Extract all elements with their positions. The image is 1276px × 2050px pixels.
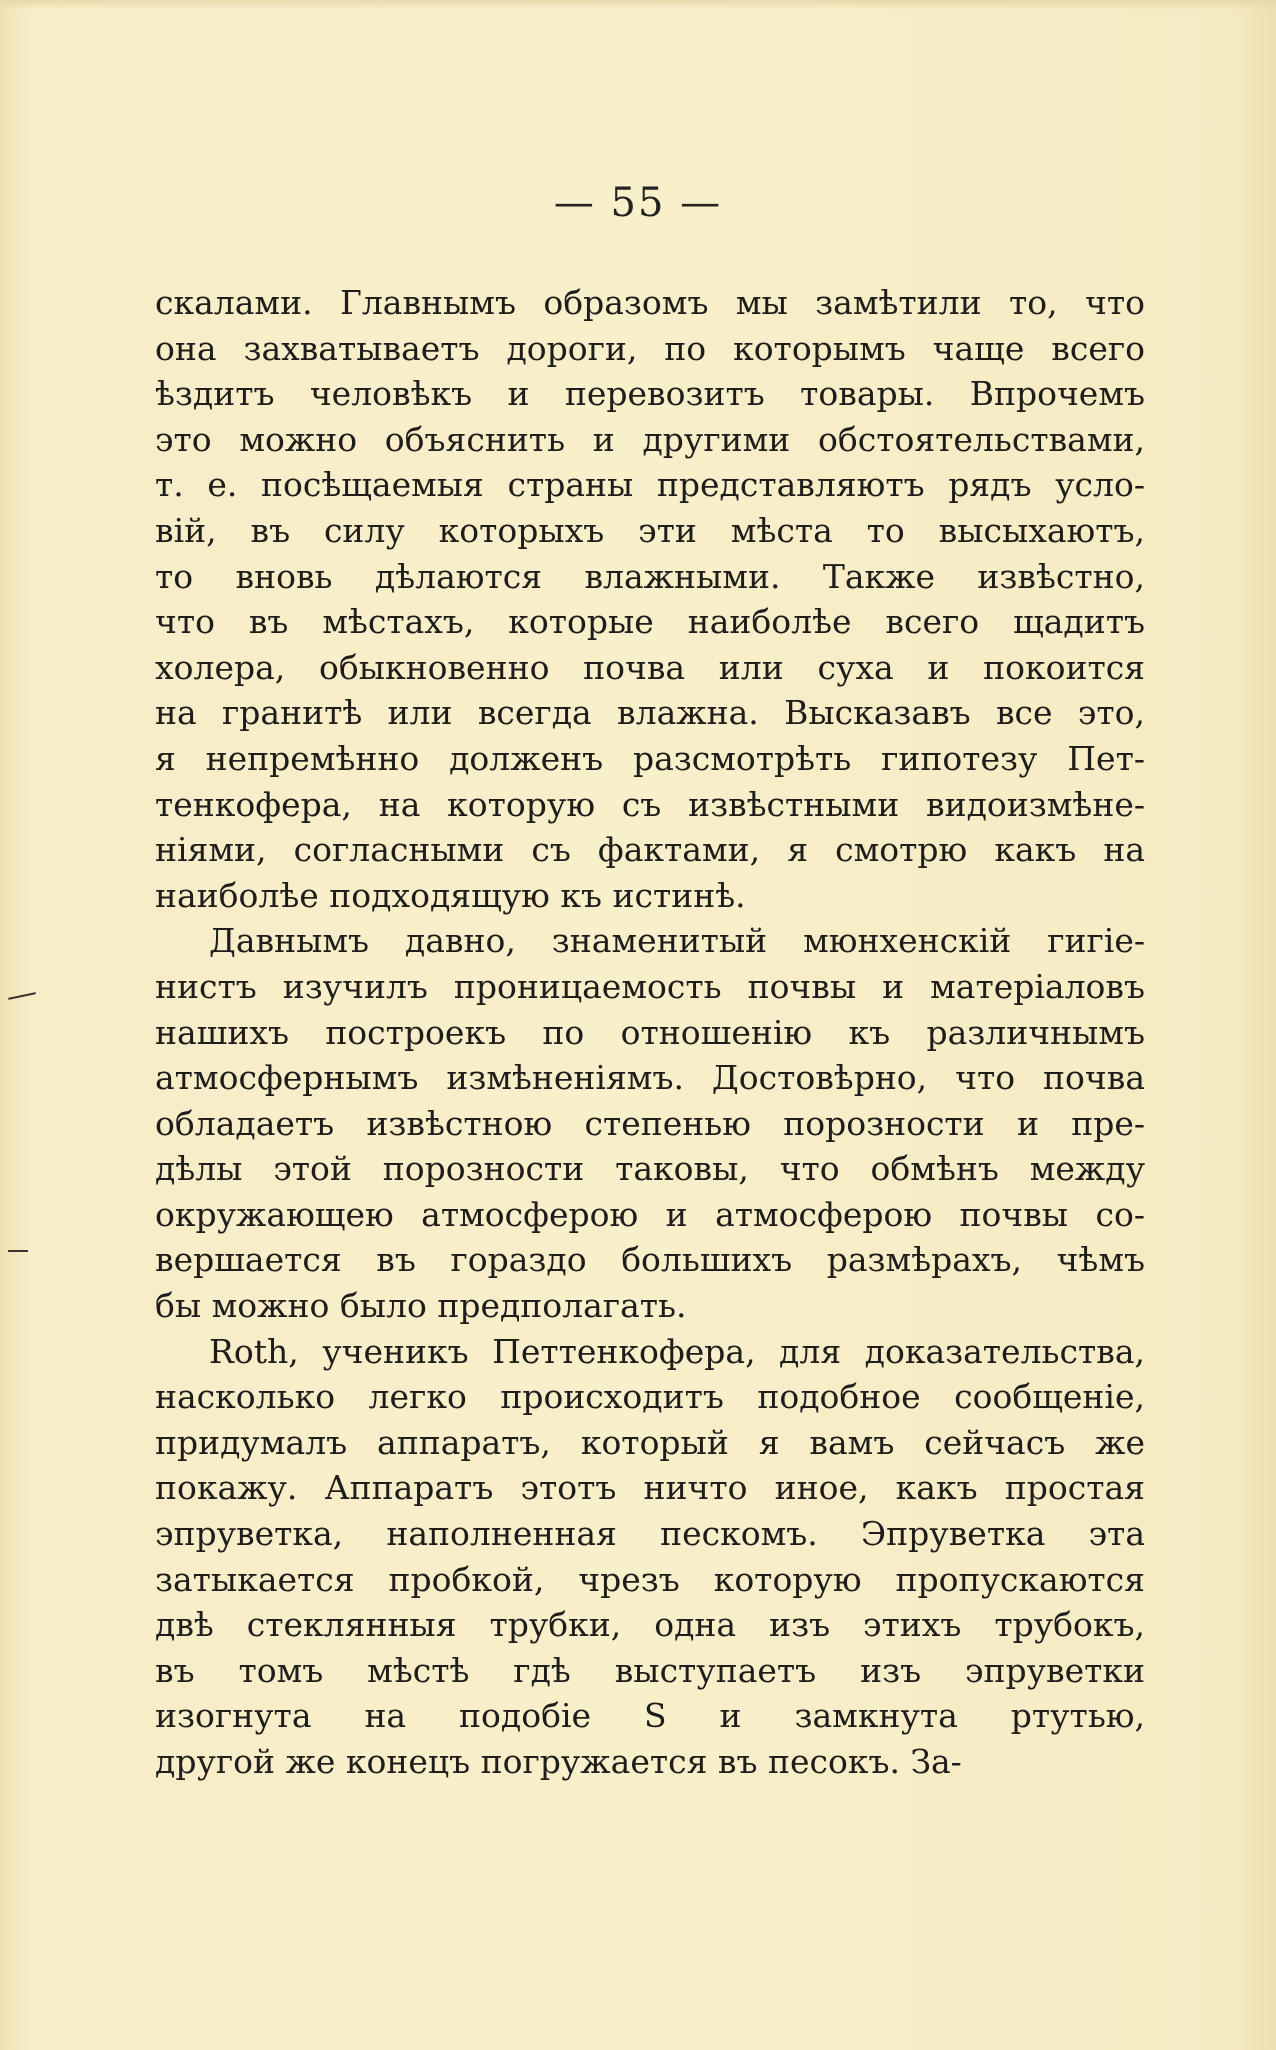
text-line: она захватываетъ дороги, по которымъ чаще всего bbox=[155, 328, 1145, 368]
paragraph bbox=[155, 280, 1145, 918]
text-line: изогнута на подобіе S и замкнута ртутью, bbox=[155, 1696, 1145, 1736]
text-line: затыкается пробкой, чрезъ которую пропускаются bbox=[155, 1559, 1145, 1599]
text-line: бы можно было предполагать. bbox=[155, 1286, 687, 1326]
text-line: т. е. посѣщаемыя страны представляютъ рядъ усло- bbox=[155, 465, 1145, 505]
text-line: вершается въ гораздо большихъ размѣрахъ, чѣмъ bbox=[155, 1240, 1145, 1280]
text-line: холера, обыкновенно почва или суха и покоится bbox=[155, 647, 1145, 687]
text-line: дѣлы этой порозности таковы, что обмѣнъ между bbox=[155, 1149, 1145, 1189]
text-line: нашихъ построекъ по отношенію къ различнымъ bbox=[155, 1012, 1145, 1052]
text-line: ніями, согласными съ фактами, я смотрю какъ на bbox=[155, 830, 1145, 870]
body-text bbox=[155, 280, 1145, 1785]
text-line: тенкофера, на которую съ извѣстными видоизмѣне- bbox=[155, 784, 1145, 824]
text-line: окружающею атмосферою и атмосферою почвы со- bbox=[155, 1194, 1145, 1234]
text-line: атмосфернымъ измѣненіямъ. Достовѣрно, что почва bbox=[155, 1058, 1145, 1098]
text-line: обладаетъ извѣстною степенью порозности и пре- bbox=[155, 1103, 1145, 1143]
text-line: другой же конецъ погружается въ песокъ. За- bbox=[155, 1742, 962, 1781]
text-line: скалами. Главнымъ образомъ мы замѣтили то, что bbox=[155, 283, 1145, 322]
text-line: насколько легко происходитъ подобное сообщеніе, bbox=[155, 1377, 1145, 1417]
text-line: что въ мѣстахъ, которые наиболѣе всего щадитъ bbox=[155, 602, 1145, 642]
text-line: двѣ стеклянныя трубки, одна изъ этихъ трубокъ, bbox=[155, 1605, 1145, 1645]
text-line: на гранитѣ или всегда влажна. Высказавъ все это, bbox=[155, 693, 1145, 733]
text-line: въ томъ мѣстѣ гдѣ выступаетъ изъ эпруветки bbox=[155, 1650, 1145, 1690]
text-line: наиболѣе подходящую къ истинѣ. bbox=[155, 875, 746, 915]
paragraph bbox=[155, 1329, 1145, 1785]
text-line: я непремѣнно долженъ разсмотрѣть гипотезу Пет- bbox=[155, 738, 1145, 778]
text-line: ѣздитъ человѣкъ и перевозитъ товары. Впрочемъ bbox=[155, 374, 1145, 414]
text-line: нистъ изучилъ проницаемость почвы и матеріаловъ bbox=[155, 966, 1145, 1006]
margin-mark bbox=[8, 992, 36, 1000]
text-line: покажу. Аппаратъ этотъ ничто иное, какъ простая bbox=[155, 1468, 1145, 1508]
text-line: это можно объяснить и другими обстоятельствами, bbox=[155, 419, 1145, 459]
text-line: Давнымъ давно, знаменитый мюнхенскій гигіе- bbox=[209, 921, 1145, 961]
text-line: Roth, ученикъ Петтенкофера, для доказательства, bbox=[209, 1331, 1145, 1371]
text-line: придумалъ аппаратъ, который я вамъ сейчасъ же bbox=[155, 1422, 1145, 1462]
paragraph bbox=[155, 918, 1145, 1328]
page-top-edge bbox=[0, 0, 1276, 10]
text-line: эпруветка, наполненная пескомъ. Эпруветка эта bbox=[155, 1514, 1145, 1554]
margin-mark bbox=[8, 1250, 28, 1252]
text-line: то вновь дѣлаются влажными. Также извѣстно, bbox=[155, 556, 1145, 596]
text-line: вій, въ силу которыхъ эти мѣста то высыхаютъ, bbox=[155, 510, 1145, 550]
page-number: — 55 — bbox=[553, 180, 723, 226]
